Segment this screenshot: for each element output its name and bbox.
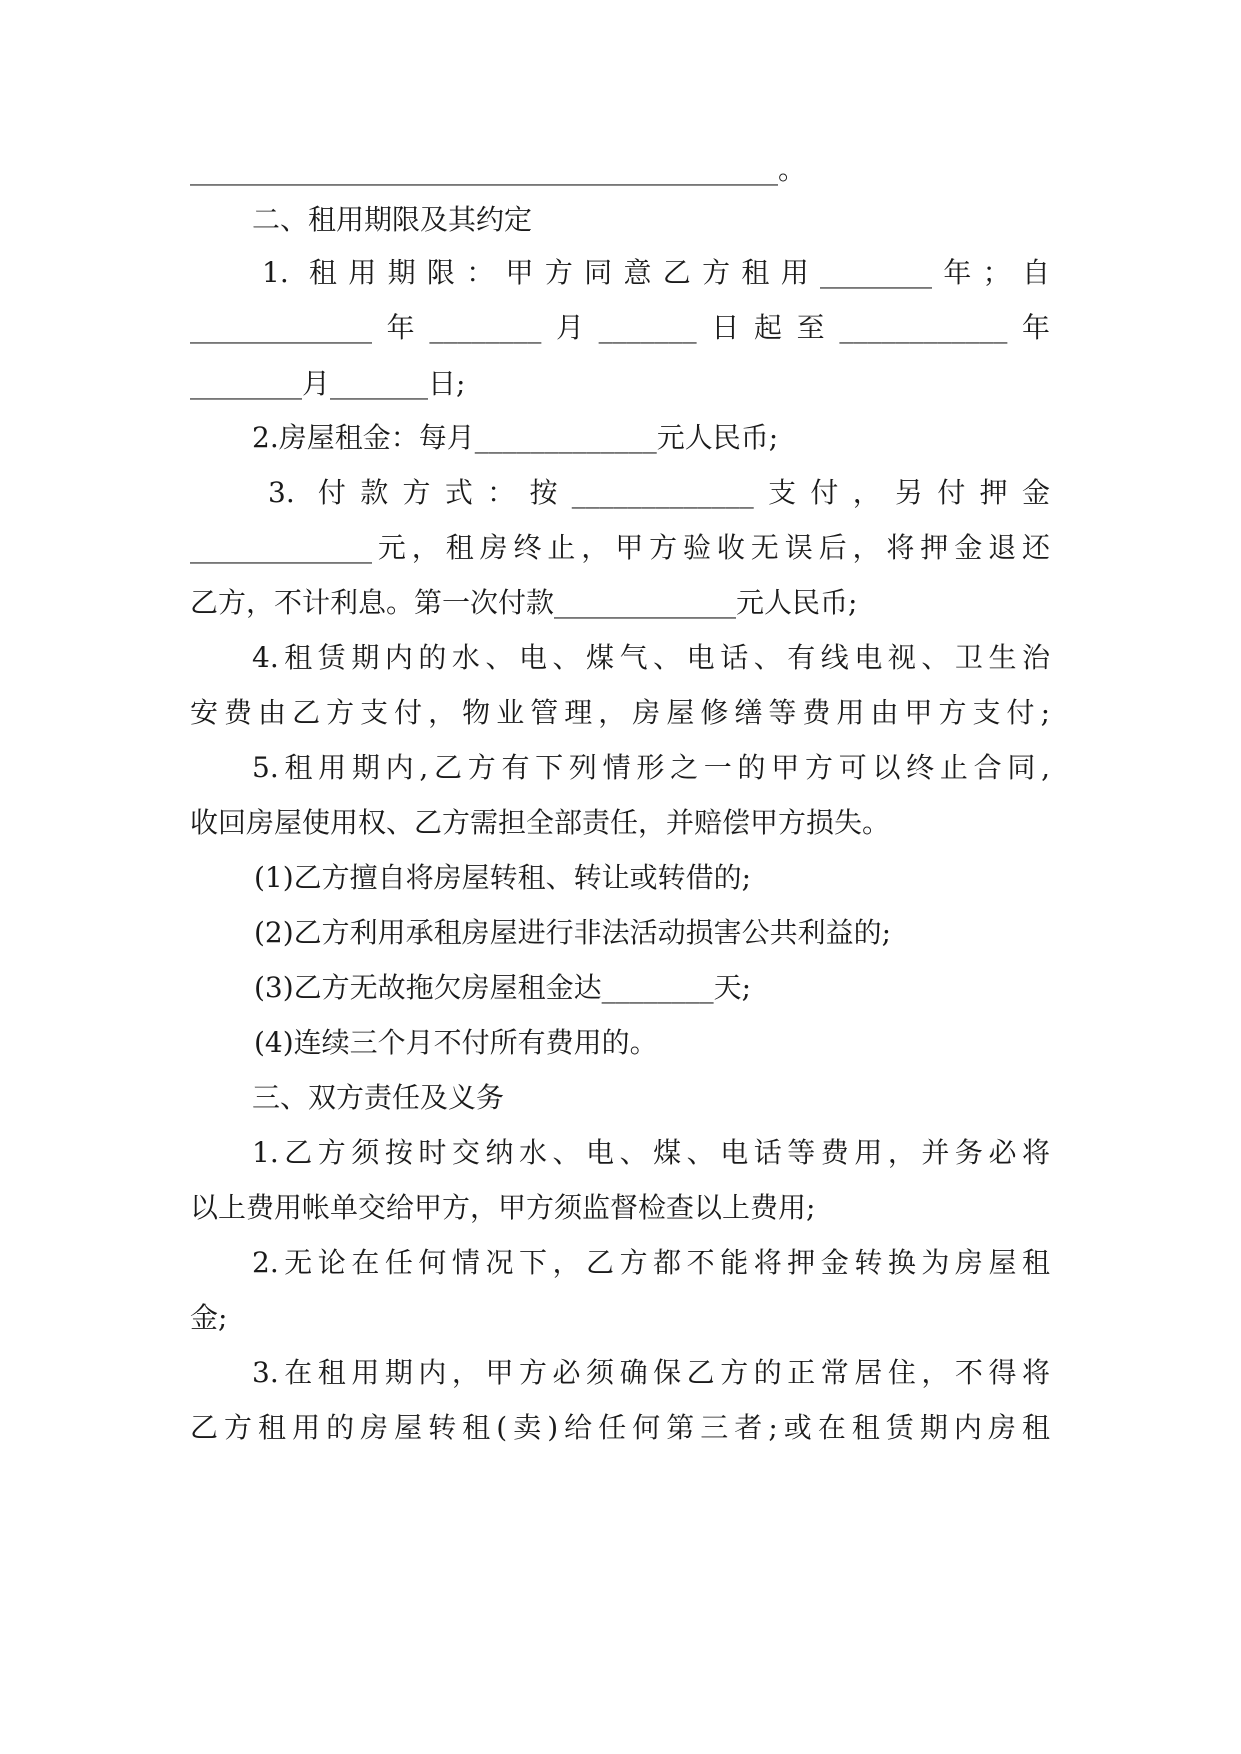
body-line-9: 乙方，不计利息。第一次付款_____________元人民币; <box>190 586 858 619</box>
list-item-1: (1)乙方擅自将房屋转租、转让或转借的; <box>254 861 752 894</box>
list-item-4: (4)连续三个月不付所有费用的。 <box>254 1026 658 1059</box>
body-line-10: 4.租赁期内的水、电、煤气、电话、有线电视、卫生治 <box>252 641 1050 674</box>
body-line-6: 2.房屋租金：每月_____________元人民币; <box>252 421 779 454</box>
body-line-23: 3.在租用期内，甲方必须确保乙方的正常居住，不得将 <box>252 1356 1050 1389</box>
body-line-21: 2.无论在任何情况下，乙方都不能将押金转换为房屋租 <box>252 1246 1050 1279</box>
body-line-24: 乙方租用的房屋转租(卖)给任何第三者;或在租赁期内房租 <box>190 1411 1050 1444</box>
body-line-8: _____________元，租房终止，甲方验收无误后，将押金退还 <box>190 531 1050 564</box>
body-line-1: __________________________________________。 <box>190 153 807 186</box>
body-line-13: 收回房屋使用权、乙方需担全部责任，并赔偿甲方损失。 <box>190 806 891 839</box>
body-line-3: 1. 租用期限：甲方同意乙方租用________年；自 <box>262 256 1050 289</box>
body-line-19: 1.乙方须按时交纳水、电、煤、电话等费用，并务必将 <box>252 1136 1050 1169</box>
body-line-7: 3. 付款方式：按_____________支付，另付押金 <box>268 476 1050 509</box>
body-line-22: 金; <box>190 1301 228 1334</box>
body-line-11: 安费由乙方支付，物业管理，房屋修缮等费用由甲方支付; <box>190 696 1050 729</box>
body-line-4: _____________年________月_______日起至____________年 <box>190 311 1050 344</box>
list-item-2: (2)乙方利用承租房屋进行非法活动损害公共利益的; <box>254 916 892 949</box>
body-line-5: ________月_______日; <box>190 367 466 400</box>
list-item-3: (3)乙方无故拖欠房屋租金达________天; <box>254 971 752 1004</box>
section-heading-2: 二、租用期限及其约定 <box>252 203 533 236</box>
body-line-20: 以上费用帐单交给甲方，甲方须监督检查以上费用; <box>190 1191 816 1224</box>
section-heading-3: 三、双方责任及义务 <box>252 1081 505 1114</box>
body-line-12: 5.租用期内,乙方有下列情形之一的甲方可以终止合同, <box>252 751 1050 784</box>
